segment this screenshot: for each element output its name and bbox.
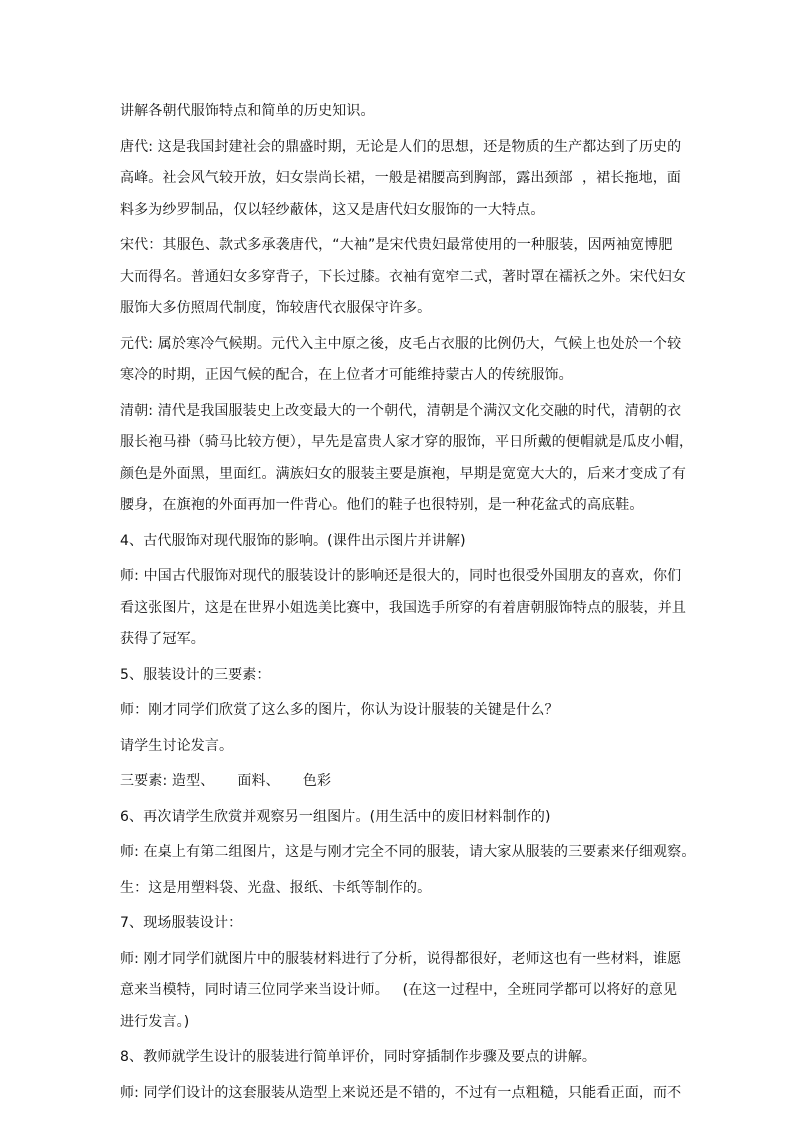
text-line: 6、再次请学生欣赏并观察另一组图片。(用生活中的废旧材料制作的)	[120, 808, 551, 825]
paragraph-yuan-dynasty	[120, 329, 680, 392]
text-line: 唐代: 这是我国封建社会的鼎盛时期，无论是人们的思想，还是物质的生产都达到了历史的	[120, 138, 682, 155]
text-line: 5、服装设计的三要素：	[120, 666, 271, 683]
paragraph-student-materials	[120, 873, 680, 905]
text-line: 服饰大多仿照周代制度，饰较唐代衣服保守许多。	[120, 300, 432, 316]
paragraph-tang-dynasty	[120, 132, 680, 227]
section-heading-7	[120, 908, 680, 940]
paragraph-song-dynasty	[120, 230, 686, 325]
section-heading-8	[120, 1042, 680, 1074]
text-line: 师: 同学们设计的这套服装从造型上来说还是不错的，不过有一点粗糙，只能看正面，而不	[120, 1084, 682, 1101]
text-line: 4、古代服饰对现代服饰的影响。(课件出示图片并讲解)	[120, 532, 466, 549]
paragraph-qing-dynasty	[120, 396, 694, 522]
paragraph-three-elements	[120, 766, 680, 798]
paragraph-teacher-question	[120, 695, 680, 727]
paragraph-student-discussion	[120, 731, 680, 763]
text-line: 获得了冠军。	[120, 631, 205, 647]
text-line: 进行发言。)	[120, 1013, 190, 1030]
text-line: 请学生讨论发言。	[120, 737, 234, 754]
text-line: 服长袍马褂（骑马比较方便），早先是富贵人家才穿的服饰，平日所戴的便帽就是瓜皮小帽，	[120, 434, 694, 450]
text-line: 料多为纱罗制品，仅以轻纱蔽体，这又是唐代妇女服饰的一大特点。	[120, 201, 545, 218]
paragraph-teacher-evaluation	[120, 1078, 680, 1110]
text-line: 生：这是用塑料袋、光盘、报纸、卡纸等制作的。	[120, 879, 432, 896]
text-line: 师: 刚才同学们就图片中的服装材料进行了分析，说得都很好，老师这也有一些材料，谁愿	[120, 950, 682, 967]
text-line: 三要素: 造型、 面料、 色彩	[120, 773, 332, 789]
text-line: 8、教师就学生设计的服装进行简单评价，同时穿插制作步骤及要点的讲解。	[120, 1049, 597, 1065]
text-line: 高峰。社会风气较开放，妇女崇尚长裙，一般是裙腰高到胸部，露出颈部 ，裙长拖地，面	[120, 170, 682, 186]
section-heading-5	[120, 660, 680, 692]
text-line: 讲解各朝代服饰特点和简单的历史知识。	[120, 103, 375, 119]
paragraph-teacher-second-group	[120, 837, 696, 869]
paragraph-intro	[120, 96, 680, 128]
text-line: 师: 中国古代服饰对现代的服装设计的影响还是很大的，同时也很受外国朋友的喜欢，你们	[120, 568, 682, 584]
paragraph-teacher-influence	[120, 561, 686, 656]
paragraph-teacher-live-design	[120, 944, 680, 1039]
text-line: 看这张图片，这是在世界小姐选美比赛中，我国选手所穿的有着唐朝服饰特点的服装，并且	[120, 599, 686, 616]
text-line: 宋代：其服色、款式多承袭唐代，“大袖”是宋代贵妇最常使用的一种服装，因两袖宽博肥	[120, 237, 673, 253]
text-line: 师：刚才同学们欣赏了这么多的图片，你认为设计服装的关键是什么？	[120, 702, 559, 718]
text-line: 意来当模特，同时请三位同学来当设计师。 (在这一过程中，全班同学都可以将好的意见	[120, 982, 678, 998]
text-line: 元代: 属於寒冷气候期。元代入主中原之後，皮毛占衣服的比例仍大，气候上也处於一个较	[120, 335, 682, 352]
text-line: 大而得名。普通妇女多穿背子，下长过膝。衣袖有宽窄二式，著时罩在襦袄之外。宋代妇女	[120, 268, 686, 285]
section-heading-4	[120, 526, 680, 558]
document-body	[120, 96, 696, 1113]
text-line: 寒冷的时期，正因气候的配合，在上位者才可能维持蒙古人的传统服饰。	[120, 367, 573, 383]
section-heading-6	[120, 802, 680, 834]
text-line: 7、现场服装设计：	[120, 915, 243, 931]
text-line: 腰身，在旗袍的外面再加一件背心。他们的鞋子也很特别，是一种花盆式的高底鞋。	[120, 497, 644, 513]
text-line: 颜色是外面黑，里面红。满族妇女的服装主要是旗袍，早期是宽宽大大的，后来才变成了有	[120, 465, 686, 482]
text-line: 师: 在桌上有第二组图片，这是与刚才完全不同的服装，请大家从服装的三要素来仔细观察。	[120, 844, 696, 860]
text-line: 清朝: 清代是我国服装史上改变最大的一个朝代，清朝是个满汉文化交融的时代，清朝的衣	[120, 402, 682, 419]
